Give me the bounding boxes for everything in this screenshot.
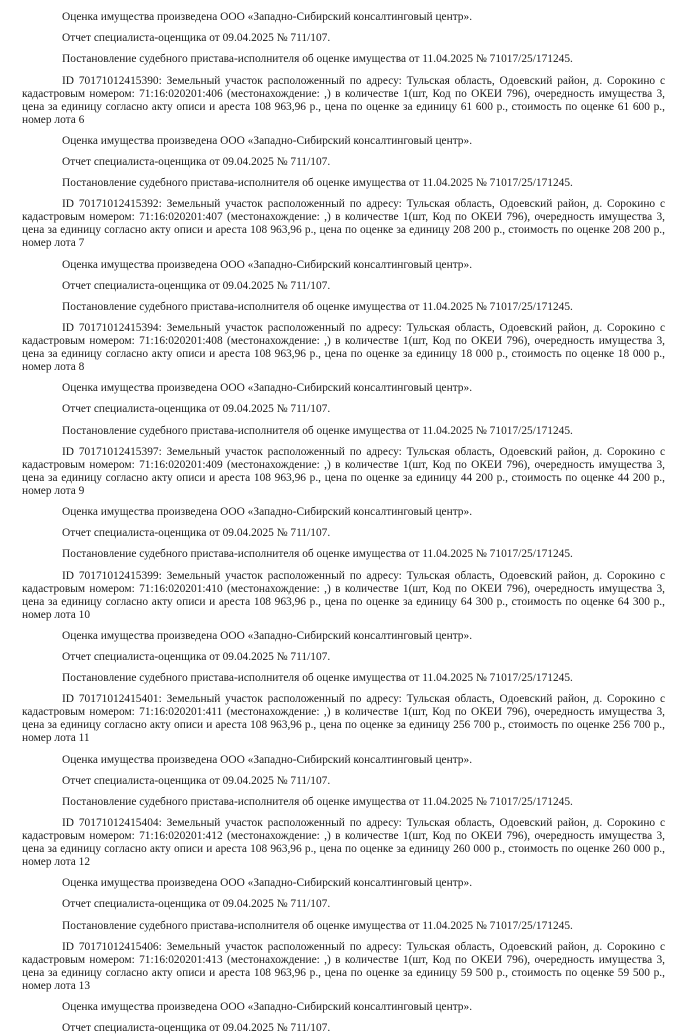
resolution-line: Постановление судебного пристава-исполнителя об оценке имущества от 11.04.2025 № 71017/25/171245.: [62, 672, 573, 685]
lot-description: ID 70171012415401: Земельный участок расположенный по адресу: Тульская область, Одоевский район, д. Сорокино с кадастровым номером: 71:16:020201:411 (местонахождение: ,) в количестве 1(шт, Код по ОКЕИ 796), очередность имущества 3, цена за единицу согласно акту описи и ареста 108 963,96 р., цена по оценке за единицу 256 700 р., стоимость по оценке 256 700 р., номер лота 11: [22, 693, 665, 745]
report-line: Отчет специалиста-оценщика от 09.04.2025 № 711/107.: [62, 32, 331, 45]
appraisal-line: Оценка имущества произведена ООО «Западно-Сибирский консалтинговый центр».: [62, 1001, 473, 1013]
report-line: Отчет специалиста-оценщика от 09.04.2025 № 711/107.: [62, 155, 331, 168]
report-line: Отчет специалиста-оценщика от 09.04.2025 № 711/107.: [62, 279, 331, 292]
lot-description: ID 70171012415392: Земельный участок расположенный по адресу: Тульская область, Одоевский район, д. Сорокино с кадастровым номером: 71:16:020201:407 (местонахождение: ,) в количестве 1(шт, Код по ОКЕИ 796), очередность имущества 3, цена за единицу согласно акту описи и ареста 108 963,96 р., цена по оценке за единицу 208 200 р., стоимость по оценке 208 200 р., номер лота 7: [22, 198, 665, 250]
lot-description: ID 70171012415397: Земельный участок расположенный по адресу: Тульская область, Одоевский район, д. Сорокино с кадастровым номером: 71:16:020201:409 (местонахождение: ,) в количестве 1(шт, Код по ОКЕИ 796), очередность имущества 3, цена за единицу согласно акту описи и ареста 108 963,96 р., цена по оценке за единицу 44 200 р., стоимость по оценке 44 200 р., номер лота 9: [22, 445, 665, 497]
resolution-line: Постановление судебного пристава-исполнителя об оценке имущества от 11.04.2025 № 71017/25/171245.: [62, 53, 573, 66]
report-line: Отчет специалиста-оценщика от 09.04.2025 № 711/107.: [62, 650, 331, 663]
report-line: Отчет специалиста-оценщика от 09.04.2025 № 711/107.: [62, 774, 331, 787]
lot-description: ID 70171012415394: Земельный участок расположенный по адресу: Тульская область, Одоевский район, д. Сорокино с кадастровым номером: 71:16:020201:408 (местонахождение: ,) в количестве 1(шт, Код по ОКЕИ 796), очередность имущества 3, цена за единицу согласно акту описи и ареста 108 963,96 р., цена по оценке за единицу 18 000 р., стоимость по оценке 18 000 р., номер лота 8: [22, 322, 665, 374]
appraisal-line: Оценка имущества произведена ООО «Западно-Сибирский консалтинговый центр».: [62, 506, 473, 518]
report-line: Отчет специалиста-оценщика от 09.04.2025 № 711/107.: [62, 1022, 331, 1035]
report-line: Отчет специалиста-оценщика от 09.04.2025 № 711/107.: [62, 403, 331, 416]
resolution-line: Постановление судебного пристава-исполнителя об оценке имущества от 11.04.2025 № 71017/25/171245.: [62, 795, 573, 808]
lot-description: ID 70171012415399: Земельный участок расположенный по адресу: Тульская область, Одоевский район, д. Сорокино с кадастровым номером: 71:16:020201:410 (местонахождение: ,) в количестве 1(шт, Код по ОКЕИ 796), очередность имущества 3, цена за единицу согласно акту описи и ареста 108 963,96 р., цена по оценке за единицу 64 300 р., стоимость по оценке 64 300 р., номер лота 10: [22, 569, 665, 621]
resolution-line: Постановление судебного пристава-исполнителя об оценке имущества от 11.04.2025 № 71017/25/171245.: [62, 919, 573, 932]
appraisal-line: Оценка имущества произведена ООО «Западно-Сибирский консалтинговый центр».: [62, 11, 473, 23]
report-line: Отчет специалиста-оценщика от 09.04.2025 № 711/107.: [62, 527, 331, 540]
lot-description: ID 70171012415404: Земельный участок расположенный по адресу: Тульская область, Одоевский район, д. Сорокино с кадастровым номером: 71:16:020201:412 (местонахождение: ,) в количестве 1(шт, Код по ОКЕИ 796), очередность имущества 3, цена за единицу согласно акту описи и ареста 108 963,96 р., цена по оценке за единицу 260 000 р., стоимость по оценке 260 000 р., номер лота 12: [22, 817, 665, 869]
resolution-line: Постановление судебного пристава-исполнителя об оценке имущества от 11.04.2025 № 71017/25/171245.: [62, 548, 573, 561]
lot-description: ID 70171012415390: Земельный участок расположенный по адресу: Тульская область, Одоевский район, д. Сорокино с кадастровым номером: 71:16:020201:406 (местонахождение: ,) в количестве 1(шт, Код по ОКЕИ 796), очередность имущества 3, цена за единицу согласно акту описи и ареста 108 963,96 р., цена по оценке за единицу 61 600 р., стоимость по оценке 61 600 р., номер лота 6: [22, 74, 665, 126]
resolution-line: Постановление судебного пристава-исполнителя об оценке имущества от 11.04.2025 № 71017/25/171245.: [62, 424, 573, 437]
appraisal-line: Оценка имущества произведена ООО «Западно-Сибирский консалтинговый центр».: [62, 877, 473, 890]
appraisal-line: Оценка имущества произведена ООО «Западно-Сибирский консалтинговый центр».: [62, 382, 473, 395]
lot-description: ID 70171012415406: Земельный участок расположенный по адресу: Тульская область, Одоевский район, д. Сорокино с кадастровым номером: 71:16:020201:413 (местонахождение: ,) в количестве 1(шт, Код по ОКЕИ 796), очередность имущества 3, цена за единицу согласно акту описи и ареста 108 963,96 р., цена по оценке за единицу 59 500 р., стоимость по оценке 59 500 р., номер лота 13: [22, 940, 665, 992]
appraisal-line: Оценка имущества произведена ООО «Западно-Сибирский консалтинговый центр».: [62, 134, 473, 147]
appraisal-line: Оценка имущества произведена ООО «Западно-Сибирский консалтинговый центр».: [62, 258, 473, 271]
report-line: Отчет специалиста-оценщика от 09.04.2025 № 711/107.: [62, 898, 331, 911]
appraisal-line: Оценка имущества произведена ООО «Западно-Сибирский консалтинговый центр».: [62, 753, 473, 766]
resolution-line: Постановление судебного пристава-исполнителя об оценке имущества от 11.04.2025 № 71017/25/171245.: [62, 177, 573, 190]
appraisal-line: Оценка имущества произведена ООО «Западно-Сибирский консалтинговый центр».: [62, 629, 473, 642]
resolution-line: Постановление судебного пристава-исполнителя об оценке имущества от 11.04.2025 № 71017/25/171245.: [62, 300, 573, 313]
